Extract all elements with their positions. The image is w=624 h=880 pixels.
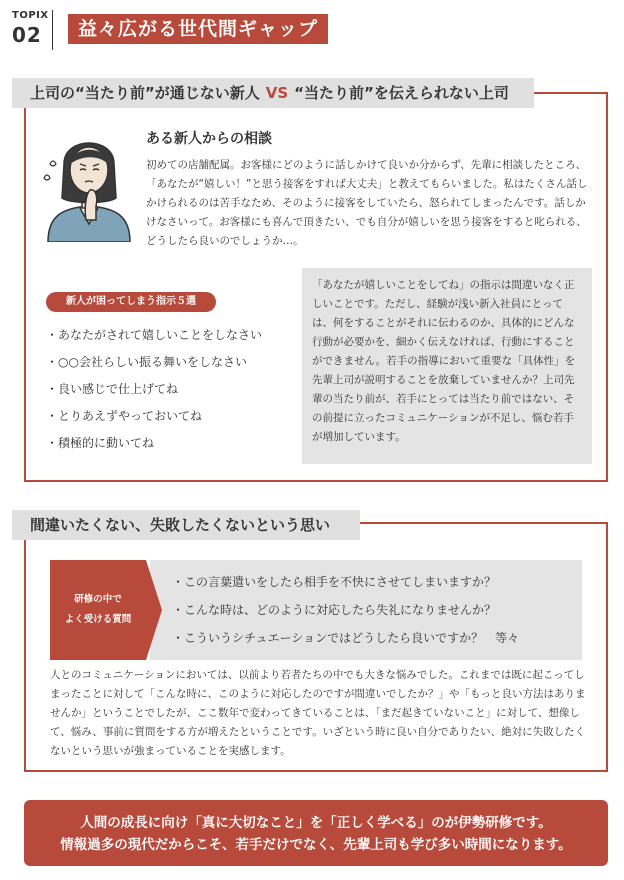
list-item: ・積極的に動いてね xyxy=(46,436,155,450)
footer-banner xyxy=(24,800,608,866)
list-item: ・この言葉遣いをしたら相手を不快にさせてしまいますか？ xyxy=(172,575,497,589)
list-item: ・○○会社らしい振る舞いをしなさい xyxy=(46,355,247,369)
answer-box: 「あなたが嬉しいことをしてね」の指示は間違いなく正しいことです。ただし、経験が浅い新入社員にとっては、何をすることがそれに伝わるのか、具体的にどんな行動が必要かを、細かく伝えなければ、行動にすることができません。若手の指導において重要な「具体性」を先輩上司が説明することを放棄していませんか？上司先輩の当たり前が、若手にとっては当たり前ではない、その前提に立ったコミュニケーションが不足し、悩む若手が増加しています。 xyxy=(302,268,592,464)
footer-line2: 情報過多の現代だからこそ、若手だけでなく、先輩上司も学び多い時間になります。 xyxy=(60,837,572,853)
questions-panel xyxy=(50,560,582,660)
footer-line1: 人間の成長に向け「真に大切なこと」を「正しく学べる」のが伊勢研修です。 xyxy=(80,815,552,831)
tips-title-badge: 新人が困ってしまう指示５選 xyxy=(46,292,216,312)
topix-divider xyxy=(52,10,53,50)
list-item: ・こんな時は、どのように対応したら失礼になりませんか？ xyxy=(172,603,497,617)
list-item: ・こういうシチュエーションではどうしたら良いですか？ 等々 xyxy=(172,631,520,645)
questions-list xyxy=(172,568,519,652)
section1-header-right: “当たり前”を伝えられない上司 xyxy=(294,84,509,102)
section1-header xyxy=(12,78,534,108)
vs-label: VS xyxy=(265,84,289,102)
topix-label: TOPIX xyxy=(12,10,49,21)
topix-number: 02 xyxy=(12,23,42,47)
page-title: 益々広がる世代間ギャップ xyxy=(68,14,328,44)
consult-title: ある新人からの相談 xyxy=(146,131,272,147)
questions-label-line2: よく受ける質問 xyxy=(64,614,132,625)
section1-header-left: 上司の“当たり前”が通じない新人 xyxy=(30,84,260,102)
worried-person-illustration xyxy=(42,124,136,242)
tips-list xyxy=(46,322,262,457)
section2-header: 間違いたくない、失敗したくないという思い xyxy=(12,510,360,540)
topix-badge xyxy=(12,10,52,47)
questions-label-line1: 研修の中で xyxy=(74,594,122,605)
list-item: ・あなたがされて嬉しいことをしなさい xyxy=(46,328,263,342)
section2-body: 人とのコミュニケーションにおいては、以前より若者たちの中でも大きな悩みでした。これまでは既に起こってしまったことに対して「こんな時に、このように対応したのですが間違いでしたか？」や「もっと良い方法はありませんか」ということでしたが、ここ数年で変わってきていることは、「まだ起きていないこと」に対して、想像して、悩み、事前に質問をする方が増えたということです。いざという時に良い自分でありたい、絶対に失敗したくないという思いが強まっていることを実感します。 xyxy=(50,669,586,757)
list-item: ・とりあえずやっておいてね xyxy=(46,409,203,423)
list-item: ・良い感じで仕上げてね xyxy=(46,382,179,396)
questions-label xyxy=(50,560,146,660)
consult-body: 初めての店舗配属。お客様にどのように話しかけて良いか分からず、先輩に相談したところ、「あなたが“嬉しい！”と思う接客をすれば大丈夫」と教えてもらいました。私はたくさん話しかけられるのは苦手なため、そのように接客をしていたら、怒られてしまったんです。話しかけなさいって。お客様にも喜んで頂きたい、でも自分が嬉しいを思う接客をすると叱られる、どうしたら良いのでしょうか…。 xyxy=(146,159,588,247)
